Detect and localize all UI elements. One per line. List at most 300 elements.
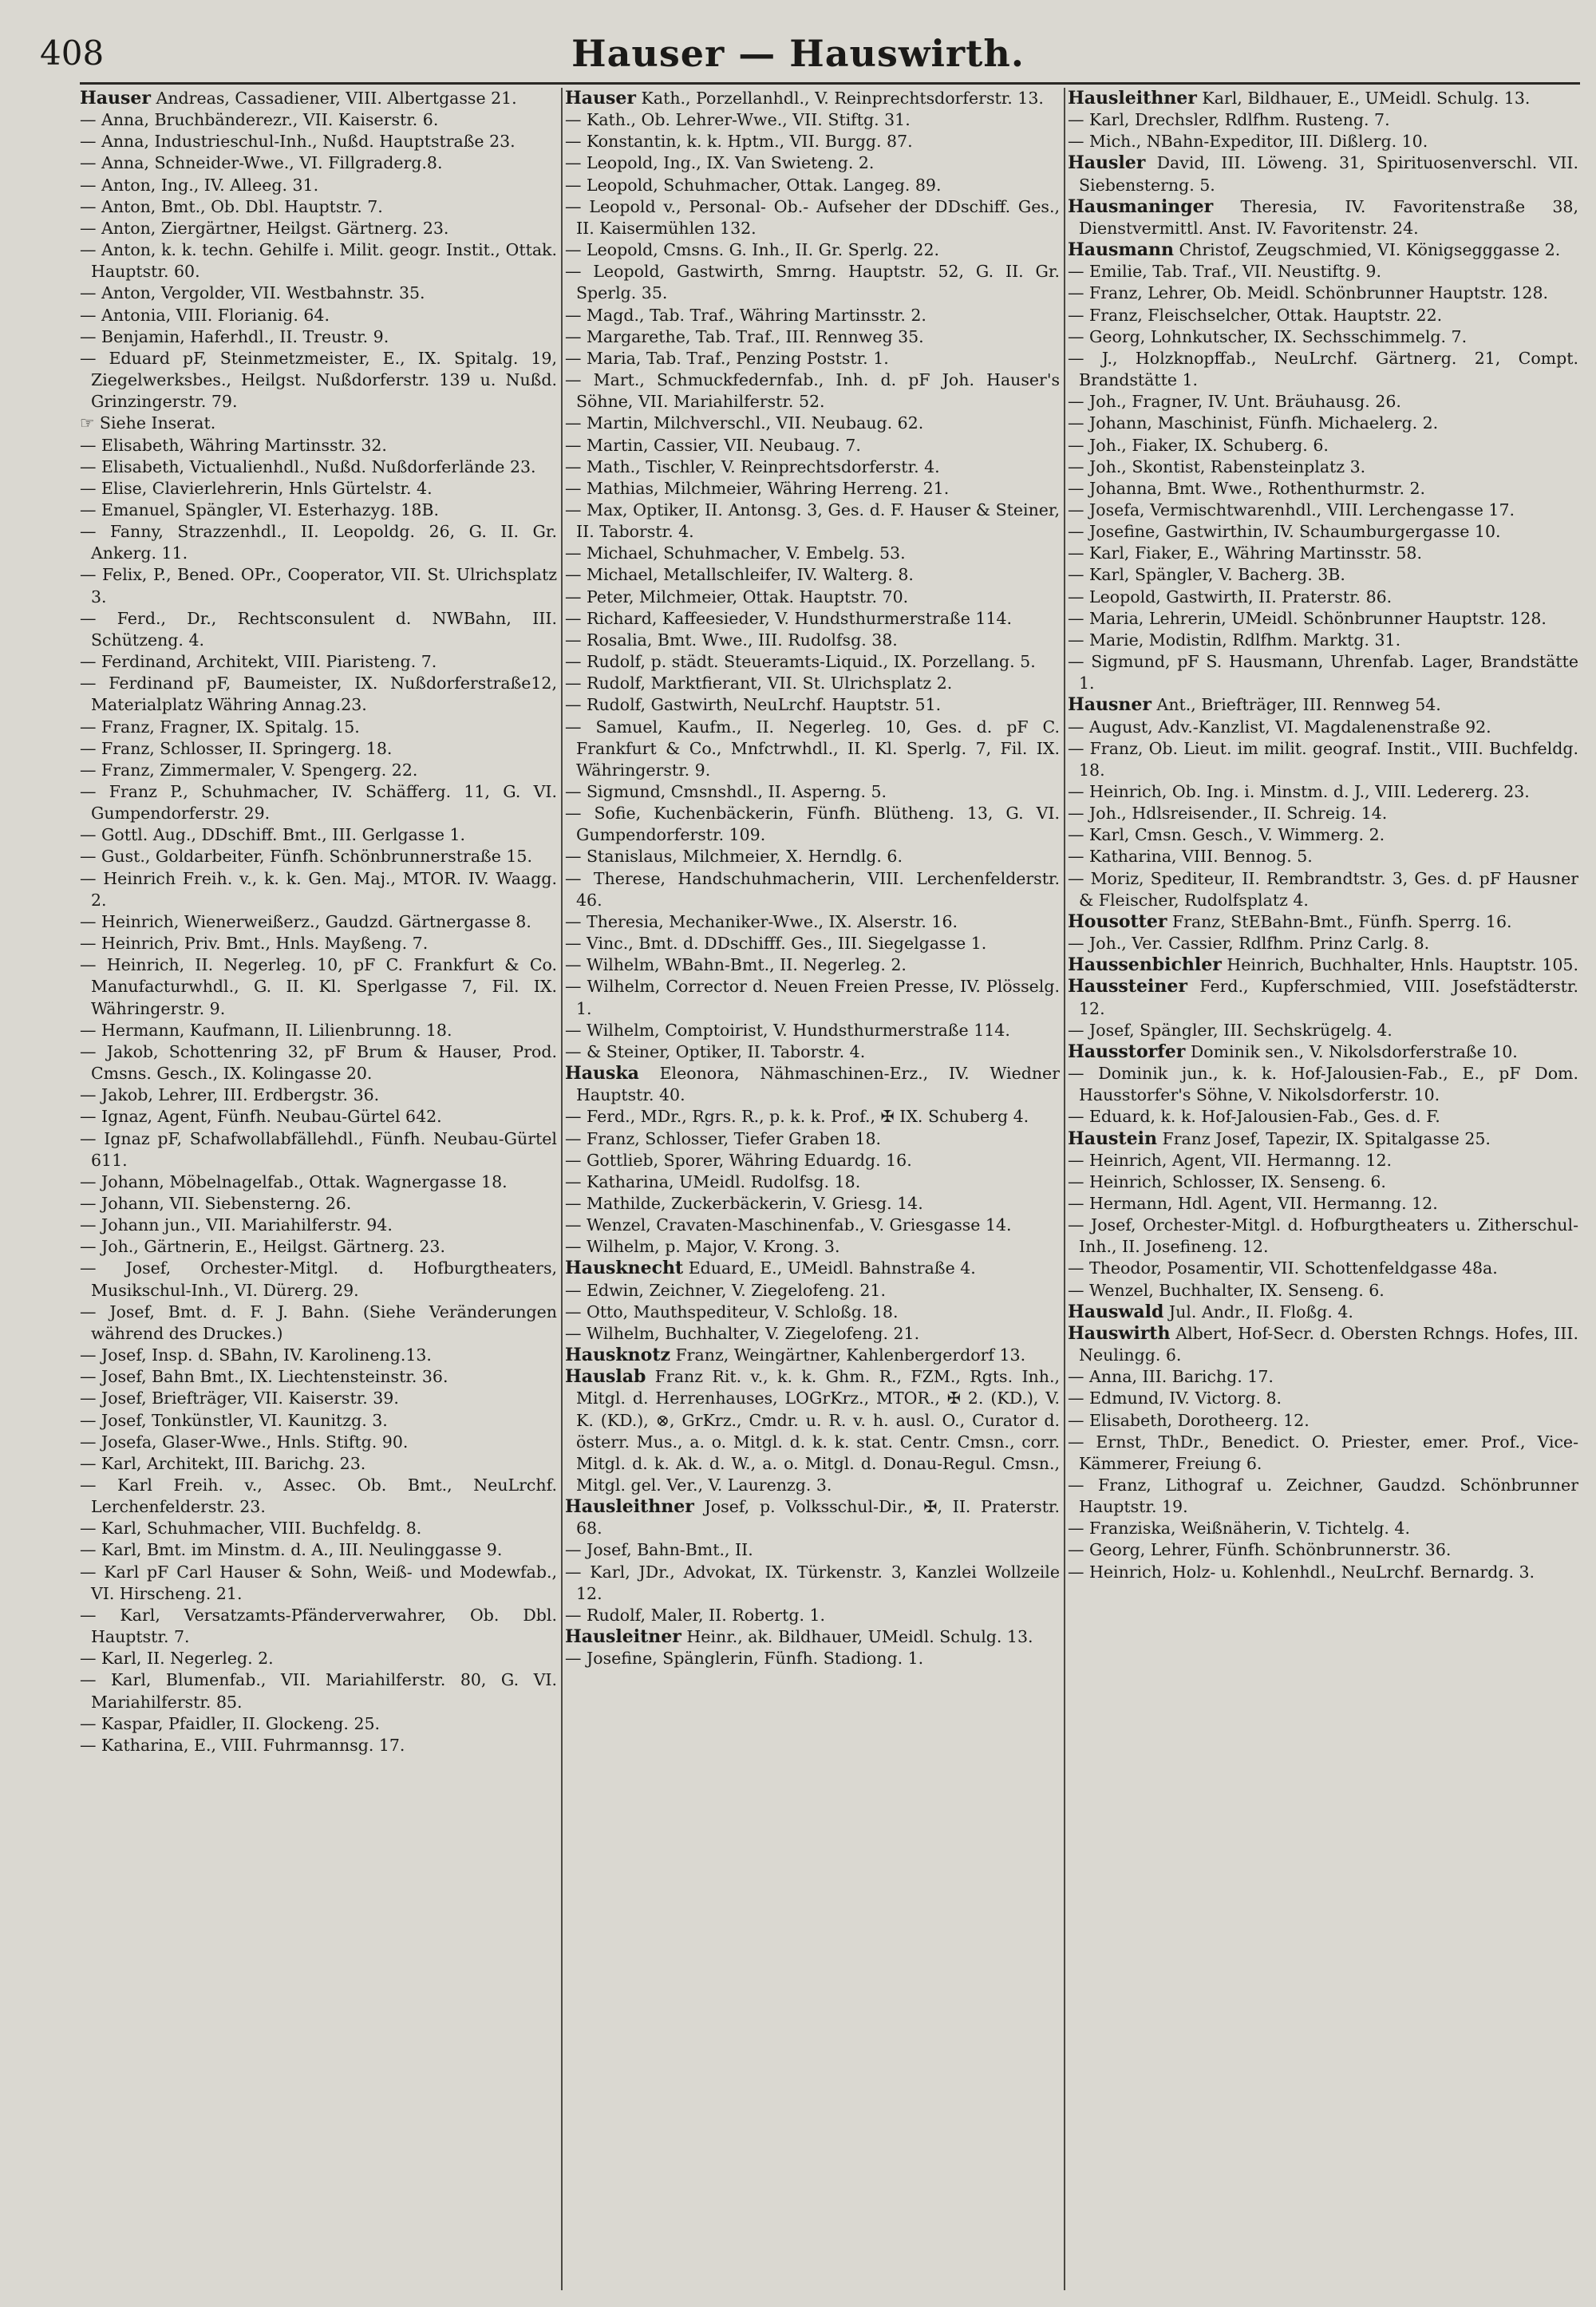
entry-text: — Katharina, E., VIII. Fuhrmannsg. 17. (80, 1735, 405, 1755)
entry-text: — Josefine, Gastwirthin, IV. Schaumburgergasse 10. (1068, 522, 1501, 542)
directory-entry (1068, 109, 1578, 131)
entry-text: — Heinrich Freih. v., k. k. Gen. Maj., MTOR. IV. Waagg. 2. (80, 868, 557, 910)
entry-text: — Wilhelm, Corrector d. Neuen Freien Presse, IV. Plösselg. 1. (565, 977, 1060, 1018)
entry-text: Franz Rit. v., k. k. Ghm. R., FZM., Rgts. Inh., Mitgl. d. Herrenhauses, LOGrKrz., MTOR., ✠ 2. (KD.), V. K. (KD.), ⊗, GrKrz., Cmdr. u. R. v. h. ausl. O., Curator d. österr. Mus., a. o. Mitgl. d. k. k. stat. Centr. Cmsn., corr. Mitgl. d. k. Ak. d. W., a. o. Mitgl. d. Donau-Regul. Cmsn., Mitgl. gel. Ver., V. Laurenzg. 3. (576, 1367, 1060, 1495)
directory-entry (80, 1171, 557, 1193)
entry-text: — Hermann, Hdl. Agent, VII. Hermanng. 12. (1068, 1193, 1438, 1213)
entry-text: — Karl, Drechsler, Rdlfhm. Rusteng. 7. (1068, 110, 1390, 130)
entry-text: David, III. Löweng. 31, Spirituosenverschl. VII. Siebensterng. 5. (1079, 153, 1578, 195)
column-divider (1064, 88, 1065, 2290)
directory-entry (1068, 1366, 1578, 1388)
entry-text: — Franziska, Weißnäherin, V. Tichtelg. 4. (1068, 1519, 1410, 1539)
directory-entry (1068, 803, 1578, 824)
entry-text: — Max, Optiker, II. Antonsg. 3, Ges. d. F. Hauser & Steiner, II. Taborstr. 4. (565, 500, 1060, 542)
entry-text: Ferd., Kupferschmied, VIII. Josefstädterstr. 12. (1079, 977, 1578, 1018)
directory-entry (1068, 933, 1578, 954)
entry-text: — Felix, P., Bened. OPr., Cooperator, VII. St. Ulrichsplatz 3. (80, 565, 557, 606)
directory-entry-surname-head (80, 88, 557, 109)
entry-surname: Hausleithner (1068, 88, 1197, 109)
entry-text: Heinr., ak. Bildhauer, UMeidl. Schulg. 13. (686, 1627, 1033, 1647)
directory-entry (80, 348, 557, 413)
directory-entry (80, 1193, 557, 1215)
entry-text: Andreas, Cassadiener, VIII. Albertgasse 21. (156, 89, 517, 108)
entry-text: — Magd., Tab. Traf., Währing Martinsstr. 2. (565, 305, 926, 325)
directory-entry (1068, 587, 1578, 608)
directory-entry (565, 435, 1060, 456)
directory-entry (80, 131, 557, 152)
entry-text: Dominik sen., V. Nikolsdorferstraße 10. (1190, 1041, 1518, 1061)
directory-entry (565, 694, 1060, 716)
entry-text: — Maria, Tab. Traf., Penzing Poststr. 1. (565, 348, 889, 368)
entry-surname: Hausmaninger (1068, 196, 1214, 217)
entry-text: — Franz, Fleischselcher, Ottak. Hauptstr. 22. (1068, 305, 1443, 325)
directory-entry (1068, 738, 1578, 781)
entry-text: Theresia, IV. Favoritenstraße 38, Dienstvermittl. Anst. IV. Favoritenstr. 24. (1079, 196, 1578, 238)
directory-entry (565, 500, 1060, 543)
entry-text: — Gottlieb, Sporer, Währing Eduardg. 16. (565, 1150, 912, 1170)
entry-text: — Johann, Möbelnagelfab., Ottak. Wagnergasse 18. (80, 1171, 508, 1191)
entry-surname: Hauswirth (1068, 1322, 1171, 1344)
entry-text: — Ferd., Dr., Rechtsconsulent d. NWBahn, III. Schützeng. 4. (80, 608, 557, 650)
entry-text: — Ignaz, Agent, Fünfh. Neubau-Gürtel 642. (80, 1107, 442, 1127)
entry-text: — Anna, Bruchbänderezr., VII. Kaiserstr. 6. (80, 110, 439, 130)
entry-text: — Karl, Cmsn. Gesch., V. Wimmerg. 2. (1068, 825, 1385, 845)
entry-text: Eduard, E., UMeidl. Bahnstraße 4. (688, 1258, 976, 1278)
directory-entry (1068, 478, 1578, 500)
directory-entry (565, 781, 1060, 803)
page-number: 408 (40, 34, 105, 73)
entry-text: — Joh., Ver. Cassier, Rdlfhm. Prinz Carlg. 8. (1068, 934, 1430, 954)
directory-entry (565, 1215, 1060, 1236)
directory-entry-surname-head (565, 1258, 1060, 1279)
entry-text: — Karl, Versatzamts-Pfänderverwahrer, Ob. Dbl. Hauptstr. 7. (80, 1605, 557, 1647)
entry-text: — Josef, Insp. d. SBahn, IV. Karolineng.13. (80, 1345, 432, 1365)
directory-entry-surname-head (1068, 976, 1578, 1019)
directory-entry (80, 1669, 557, 1712)
entry-text: — Katharina, VIII. Bennog. 5. (1068, 847, 1313, 867)
entry-text: — Fanny, Strazzenhdl., II. Leopoldg. 26, G. II. Gr. Ankerg. 11. (80, 522, 557, 563)
directory-entry-surname-head (1068, 1041, 1578, 1063)
entry-text: — Ferdinand, Architekt, VIII. Piaristeng. 7. (80, 652, 437, 672)
entry-text: — Anton, k. k. techn. Gehilfe i. Milit. geogr. Instit., Ottak. Hauptstr. 60. (80, 240, 557, 282)
directory-entry-surname-head (1068, 694, 1578, 716)
entry-text: — Elisabeth, Währing Martinsstr. 32. (80, 435, 387, 455)
directory-entry-surname-head (1068, 911, 1578, 933)
entry-text: — Sigmund, pF S. Hausmann, Uhrenfab. Lager, Brandstätte 1. (1068, 652, 1578, 693)
entry-text: — Leopold, Ing., IX. Van Swieteng. 2. (565, 153, 875, 173)
entry-text: — Michael, Metallschleifer, IV. Walterg. 8. (565, 565, 914, 585)
directory-entry (565, 1280, 1060, 1302)
entry-surname: Housotter (1068, 911, 1167, 932)
entry-text: — Jakob, Lehrer, III. Erdbergstr. 36. (80, 1085, 380, 1105)
entry-surname: Hauser (565, 88, 637, 109)
directory-entry (565, 564, 1060, 586)
directory-entry (80, 1345, 557, 1366)
entry-text: — Katharina, UMeidl. Rudolfsg. 18. (565, 1171, 861, 1191)
directory-entry (1068, 261, 1578, 282)
directory-entry (80, 846, 557, 867)
directory-entry-surname-head (565, 88, 1060, 109)
running-title: Hauser — Hauswirth. (571, 32, 1025, 75)
directory-entry (565, 1302, 1060, 1323)
entry-text: — Rudolf, Maler, II. Robertg. 1. (565, 1605, 826, 1625)
entry-surname: Hauswald (1068, 1301, 1164, 1322)
directory-entry-surname-head (565, 1366, 1060, 1496)
entry-text: — Karl, Spängler, V. Bacherg. 3B. (1068, 565, 1345, 585)
entry-text: — Joh., Skontist, Rabensteinplatz 3. (1068, 456, 1366, 476)
directory-entry (565, 1106, 1060, 1128)
entry-text: — Ernst, ThDr., Benedict. O. Priester, emer. Prof., Vice-Kämmerer, Freiung 6. (1068, 1432, 1578, 1473)
entry-text: — Theodor, Posamentir, VII. Schottenfeldgasse 48a. (1068, 1258, 1498, 1278)
entry-text: — Math., Tischler, V. Reinprechtsdorferstr. 4. (565, 456, 940, 476)
entry-text: — Kath., Ob. Lehrer-Wwe., VII. Stiftg. 31. (565, 110, 911, 130)
entry-text: — Rudolf, Gastwirth, NeuLrchf. Hauptstr. 51. (565, 695, 942, 715)
entry-text: — Maria, Lehrerin, UMeidl. Schönbrunner Hauptstr. 128. (1068, 608, 1547, 628)
directory-entry (1068, 1258, 1578, 1279)
directory-column-3 (1068, 88, 1578, 2290)
entry-text: — Heinrich, Agent, VII. Hermanng. 12. (1068, 1150, 1393, 1170)
entry-text: — August, Adv.-Kanzlist, VI. Magdalenenstraße 92. (1068, 717, 1491, 737)
directory-entry (1068, 781, 1578, 803)
directory-entry (565, 543, 1060, 564)
directory-entry (80, 152, 557, 174)
directory-entry (565, 175, 1060, 196)
directory-entry (1068, 326, 1578, 348)
entry-text: — Elise, Clavierlehrerin, Hnls Gürtelstr. 4. (80, 478, 433, 498)
directory-entry (80, 673, 557, 716)
directory-entry (1068, 1215, 1578, 1258)
entry-text: — Richard, Kaffeesieder, V. Hundsthurmerstraße 114. (565, 608, 1013, 628)
directory-entry (1068, 630, 1578, 651)
directory-entry (1068, 348, 1578, 391)
directory-entry (80, 305, 557, 326)
entry-text: — Josef, Bmt. d. F. J. Bahn. (Siehe Veränderungen während des Druckes.) (80, 1302, 557, 1343)
directory-entry (565, 239, 1060, 261)
directory-entry (80, 500, 557, 521)
entry-text: — Joh., Gärtnerin, E., Heilgst. Gärtnerg. 23. (80, 1237, 445, 1257)
entry-text: — Karl, Fiaker, E., Währing Martinsstr. 58. (1068, 543, 1422, 563)
entry-text: — Leopold, Gastwirth, Smrng. Hauptstr. 52, G. II. Gr. Sperlg. 35. (565, 262, 1060, 303)
entry-surname: Hausler (1068, 152, 1146, 174)
entry-text: — Wilhelm, p. Major, V. Krong. 3. (565, 1237, 840, 1257)
entry-text: — Sofie, Kuchenbäckerin, Fünfh. Blütheng. 13, G. VI. Gumpendorferstr. 109. (565, 804, 1060, 845)
directory-entry (565, 348, 1060, 369)
directory-entry-surname-head (1068, 88, 1578, 109)
directory-entry (80, 175, 557, 196)
entry-text: — Ferdinand pF, Baumeister, IX. Nußdorferstraße12, Materialplatz Währing Annag.23. (80, 674, 557, 715)
directory-entry (80, 218, 557, 239)
directory-entry-surname-head (1068, 1128, 1578, 1150)
directory-entry (565, 369, 1060, 413)
directory-entry (1068, 456, 1578, 478)
directory-entry (1068, 305, 1578, 326)
entry-surname: Hausleithner (565, 1496, 694, 1518)
entry-text: — Heinrich, Ob. Ing. i. Minstm. d. J., VIII. Ledererg. 23. (1068, 782, 1530, 801)
directory-entry (80, 1562, 557, 1605)
entry-text: — Martin, Milchverschl., VII. Neubaug. 62. (565, 413, 924, 433)
directory-entry (80, 1432, 557, 1453)
entry-text: — Josef, Tonkünstler, VI. Kaunitzg. 3. (80, 1410, 388, 1430)
directory-entry (1068, 846, 1578, 867)
directory-entry (565, 413, 1060, 434)
directory-entry (565, 1193, 1060, 1215)
entry-text: — Franz, Lithograf u. Zeichner, Gaudzd. Schönbrunner Hauptstr. 19. (1068, 1475, 1578, 1517)
entry-text: — Hermann, Kaufmann, II. Lilienbrunng. 18. (80, 1020, 452, 1040)
directory-entry (565, 868, 1060, 911)
entry-surname: Hausleitner (565, 1626, 681, 1648)
entry-text: — Karl, Bmt. im Minstm. d. A., III. Neulinggasse 9. (80, 1540, 503, 1560)
entry-text: — Joh., Fiaker, IX. Schuberg. 6. (1068, 435, 1329, 455)
entry-surname: Hausstorfer (1068, 1041, 1186, 1062)
directory-entry (1068, 717, 1578, 738)
entry-text: — Franz, Lehrer, Ob. Meidl. Schönbrunner Hauptstr. 128. (1068, 283, 1549, 303)
directory-entry (80, 1410, 557, 1432)
entry-text: — Josef, Briefträger, VII. Kaiserstr. 39. (80, 1389, 399, 1408)
entry-text: — Rudolf, p. städt. Steueramts-Liquid., IX. Porzellang. 5. (565, 652, 1036, 672)
directory-entry (80, 781, 557, 824)
entry-text: — Otto, Mauthspediteur, V. Schloßg. 18. (565, 1302, 899, 1321)
directory-entry (80, 1020, 557, 1041)
directory-entry (565, 1539, 1060, 1561)
directory-entry (565, 478, 1060, 500)
directory-entry (80, 651, 557, 673)
directory-entry (80, 608, 557, 651)
entry-text: — Josef, Orchester-Mitgl. d. Hofburgtheaters u. Zitherschul-Inh., II. Josefineng. 12. (1068, 1215, 1578, 1257)
directory-entry (80, 1084, 557, 1106)
entry-text: — Emilie, Tab. Traf., VII. Neustiftg. 9. (1068, 262, 1381, 282)
directory-entry (1068, 824, 1578, 846)
entry-text: — Elisabeth, Dorotheerg. 12. (1068, 1410, 1310, 1430)
directory-entry (80, 413, 557, 434)
directory-entry (80, 1388, 557, 1409)
directory-entry (565, 1128, 1060, 1150)
entry-surname: Hausknecht (565, 1258, 684, 1279)
directory-entry (80, 1518, 557, 1539)
entry-text: Kath., Porzellanhdl., V. Reinprechtsdorferstr. 13. (641, 89, 1044, 108)
directory-entry (565, 326, 1060, 348)
entry-text: — J., Holzknopffab., NeuLrchf. Gärtnerg. 21, Compt. Brandstätte 1. (1068, 348, 1578, 390)
entry-text: — Franz, Schlosser, II. Springerg. 18. (80, 738, 393, 758)
entry-text: — Georg, Lohnkutscher, IX. Sechsschimmelg. 7. (1068, 326, 1468, 346)
entry-text: — Josefine, Spänglerin, Fünfh. Stadiong. 1. (565, 1649, 924, 1669)
entry-surname: Hausner (1068, 694, 1152, 716)
directory-entry (1068, 435, 1578, 456)
directory-entry (1068, 131, 1578, 152)
entry-text: — Emanuel, Spängler, VI. Esterhazyg. 18B. (80, 500, 439, 519)
directory-entry (80, 1453, 557, 1475)
entry-text: — Anna, III. Barichg. 17. (1068, 1367, 1274, 1387)
entry-text: — Josef, Bahn-Bmt., II. (565, 1540, 753, 1560)
entry-text: — Anna, Schneider-Wwe., VI. Fillgraderg.8. (80, 153, 443, 173)
directory-entry (565, 911, 1060, 933)
entry-text: — Therese, Handschuhmacherin, VIII. Lerchenfelderstr. 46. (565, 868, 1060, 910)
header-rule (80, 82, 1580, 85)
entry-text: — Samuel, Kaufm., II. Negerleg. 10, Ges. d. pF C. Frankfurt & Co., Mnfctrwhdl., II. Kl. Sperlg. 7, Fil. IX. Währingerstr. 9. (565, 717, 1060, 780)
entry-text: — Elisabeth, Victualienhdl., Nußd. Nußdorferlände 23. (80, 456, 536, 476)
entry-surname: Haussteiner (1068, 976, 1187, 997)
directory-entry (80, 954, 557, 1019)
entry-text: — Franz, Fragner, IX. Spitalg. 15. (80, 717, 360, 737)
directory-entry (1068, 1020, 1578, 1041)
entry-text: — Johann jun., VII. Mariahilferstr. 94. (80, 1215, 393, 1235)
entry-text: — Karl, II. Negerleg. 2. (80, 1649, 274, 1669)
directory-entry (80, 478, 557, 500)
directory-entry (1068, 651, 1578, 694)
directory-entry (80, 1366, 557, 1388)
entry-text: — Wilhelm, WBahn-Bmt., II. Negerleg. 2. (565, 955, 907, 975)
directory-entry (565, 305, 1060, 326)
directory-entry (80, 1735, 557, 1756)
entry-surname: Haussenbichler (1068, 954, 1222, 976)
entry-text: — Georg, Lehrer, Fünfh. Schönbrunnerstr. 36. (1068, 1540, 1452, 1560)
entry-text: — Edmund, IV. Victorg. 8. (1068, 1389, 1282, 1408)
directory-entry-surname-head (1068, 1323, 1578, 1366)
entry-text: — Marie, Modistin, Rdlfhm. Marktg. 31. (1068, 630, 1401, 650)
entry-text: — Karl pF Carl Hauser & Sohn, Weiß- und Modewfab., VI. Hirscheng. 21. (80, 1562, 557, 1603)
entry-text: — Leopold v., Personal- Ob.- Aufseher der DDschiff. Ges., II. Kaisermühlen 132. (565, 196, 1060, 238)
directory-entry (1068, 608, 1578, 630)
directory-entry (80, 109, 557, 131)
directory-entry (1068, 1518, 1578, 1539)
directory-entry (565, 651, 1060, 673)
directory-entry (1068, 1150, 1578, 1171)
entry-text: — & Steiner, Optiker, II. Taborstr. 4. (565, 1041, 866, 1061)
directory-entry (80, 1475, 557, 1518)
column-divider (561, 88, 563, 2290)
directory-entry (80, 435, 557, 456)
directory-entry-surname-head (1068, 1302, 1578, 1323)
entry-text: — Eduard pF, Steinmetzmeister, E., IX. Spitalg. 19, Ziegelwerksbes., Heilgst. Nußdorferstr. 139 u. Nußd. Grinzingerstr. 79. (80, 348, 557, 412)
entry-text: Franz, StEBahn-Bmt., Fünfh. Sperrg. 16. (1171, 911, 1512, 931)
directory-entry (1068, 1410, 1578, 1432)
directory-entry-surname-head (1068, 152, 1578, 196)
entry-text: — Heinrich, Schlosser, IX. Senseng. 6. (1068, 1171, 1386, 1191)
directory-entry (565, 1041, 1060, 1063)
directory-entry (565, 673, 1060, 694)
directory-entry (1068, 1475, 1578, 1518)
entry-text: — Josefa, Glaser-Wwe., Hnls. Stiftg. 90. (80, 1432, 409, 1452)
directory-entry (1068, 1539, 1578, 1561)
directory-entry (1068, 1388, 1578, 1409)
entry-text: — Jakob, Schottenring 32, pF Brum & Hauser, Prod. Cmsns. Gesch., IX. Kolingasse 20. (80, 1041, 557, 1084)
directory-entry-surname-head (565, 1496, 1060, 1539)
entry-text: — Heinrich, Priv. Bmt., Hnls. Mayßeng. 7. (80, 934, 429, 954)
directory-entry (565, 1171, 1060, 1193)
entry-text: — Martin, Cassier, VII. Neubaug. 7. (565, 435, 861, 455)
directory-entry (80, 824, 557, 846)
directory-entry (565, 131, 1060, 152)
entry-text: Franz, Weingärtner, Kahlenbergerdorf 13. (675, 1345, 1026, 1365)
directory-entry (565, 1648, 1060, 1669)
entry-text: — Johanna, Bmt. Wwe., Rothenthurmstr. 2. (1068, 478, 1426, 498)
entry-text: — Karl, Blumenfab., VII. Mariahilferstr. 80, G. VI. Mariahilferstr. 85. (80, 1670, 557, 1712)
directory-entry (80, 717, 557, 738)
entry-text: — Anton, Ziergärtner, Heilgst. Gärtnerg. 23. (80, 218, 449, 238)
directory-column-1 (80, 88, 557, 2290)
entry-text: — Heinrich, Wienerweißerz., Gaudzd. Gärtnergasse 8. (80, 911, 531, 931)
directory-entry (80, 196, 557, 218)
directory-entry (1068, 1280, 1578, 1302)
directory-entry (1068, 500, 1578, 521)
directory-entry (80, 1258, 557, 1301)
directory-entry (80, 326, 557, 348)
entry-text: — Gust., Goldarbeiter, Fünfh. Schönbrunnerstraße 15. (80, 847, 532, 867)
directory-entry (1068, 868, 1578, 911)
directory-entry (565, 803, 1060, 846)
directory-entry (80, 564, 557, 607)
directory-entry (1068, 282, 1578, 304)
directory-entry (80, 1106, 557, 1128)
directory-entry (1068, 564, 1578, 586)
entry-text: — Mathias, Milchmeier, Währing Herreng. 21. (565, 478, 950, 498)
entry-text: — Johann, VII. Siebensterng. 26. (80, 1193, 352, 1213)
directory-entry-surname-head (565, 1345, 1060, 1366)
entry-text: — Moriz, Spediteur, II. Rembrandtstr. 3, Ges. d. pF Hausner & Fleischer, Rudolfsplatz 4. (1068, 868, 1578, 910)
entry-text: — Leopold, Gastwirth, II. Praterstr. 86. (1068, 587, 1393, 606)
entry-text: — Margarethe, Tab. Traf., III. Rennweg 35. (565, 326, 924, 346)
directory-entry-surname-head (565, 1063, 1060, 1106)
entry-text: — Wilhelm, Comptoirist, V. Hundsthurmerstraße 114. (565, 1020, 1010, 1040)
directory-entry (80, 1302, 557, 1345)
entry-text: Albert, Hof-Secr. d. Obersten Rchngs. Hofes, III. Neulingg. 6. (1079, 1323, 1578, 1365)
entry-text: — Rosalia, Bmt. Wwe., III. Rudolfsg. 38. (565, 630, 898, 650)
entry-text: — Anton, Ing., IV. Alleeg. 31. (80, 175, 319, 195)
directory-entry (565, 1020, 1060, 1041)
entry-text: — Karl Freih. v., Assec. Ob. Bmt., NeuLrchf. Lerchenfelderstr. 23. (80, 1475, 557, 1517)
directory-entry (80, 868, 557, 911)
entry-text: — Karl, Architekt, III. Barichg. 23. (80, 1453, 366, 1473)
directory-entry-surname-head (1068, 954, 1578, 976)
entry-surname: Hausmann (1068, 239, 1174, 261)
directory-entry (565, 933, 1060, 954)
directory-entry (80, 1128, 557, 1171)
directory-entry (80, 1539, 557, 1561)
directory-entry-surname-head (1068, 196, 1578, 239)
directory-entry (565, 587, 1060, 608)
entry-text: — Theresia, Mechaniker-Wwe., IX. Alserstr. 16. (565, 911, 958, 931)
entry-text: — Heinrich, Holz- u. Kohlenhdl., NeuLrchf. Bernardg. 3. (1068, 1562, 1535, 1582)
directory-entry (565, 976, 1060, 1019)
entry-text: — Heinrich, II. Negerleg. 10, pF C. Frankfurt & Co. Manufacturwhdl., G. II. Kl. Sperlgasse 7, Fil. IX. Währingerstr. 9. (80, 955, 557, 1018)
entry-surname: Haustein (1068, 1128, 1157, 1149)
entry-text: — Josefa, Vermischtwarenhdl., VIII. Lerchengasse 17. (1068, 500, 1515, 519)
entry-text: — Mart., Schmuckfedernfab., Inh. d. pF Joh. Hauser's Söhne, VII. Mariahilferstr. 52. (565, 370, 1060, 412)
entry-text: — Franz, Ob. Lieut. im milit. geograf. Instit., VIII. Buchfeldg. 18. (1068, 738, 1578, 780)
entry-text: — Johann, Maschinist, Fünfh. Michaelerg. 2. (1068, 413, 1439, 433)
entry-text: — Wilhelm, Buchhalter, V. Ziegelofeng. 21. (565, 1323, 920, 1343)
directory-entry (1068, 543, 1578, 564)
entry-text: — Karl, Schuhmacher, VIII. Buchfeldg. 8. (80, 1519, 422, 1539)
directory-entry (80, 239, 557, 282)
entry-text: — Franz, Schlosser, Tiefer Graben 18. (565, 1128, 882, 1148)
directory-entry (565, 456, 1060, 478)
entry-text: — Leopold, Cmsns. G. Inh., II. Gr. Sperlg. 22. (565, 240, 940, 260)
entry-text: — Vinc., Bmt. d. DDschifff. Ges., III. Siegelgasse 1. (565, 934, 987, 954)
directory-entry (80, 933, 557, 954)
directory-entry (1068, 1193, 1578, 1215)
entry-text: — Josef, Orchester-Mitgl. d. Hofburgtheaters, Musikschul-Inh., VI. Dürerg. 29. (80, 1258, 557, 1300)
directory-entry (80, 456, 557, 478)
directory-entry (565, 1562, 1060, 1605)
directory-entry (565, 1150, 1060, 1171)
directory-entry (80, 1041, 557, 1084)
directory-entry (80, 1648, 557, 1669)
entry-surname: Hausknotz (565, 1345, 670, 1366)
entry-text: — Konstantin, k. k. Hptm., VII. Burgg. 87. (565, 132, 913, 152)
directory-entry (565, 1323, 1060, 1345)
entry-text: — Eduard, k. k. Hof-Jalousien-Fab., Ges. d. F. (1068, 1107, 1440, 1127)
entry-text: — Joh., Fragner, IV. Unt. Bräuhausg. 26. (1068, 392, 1401, 412)
